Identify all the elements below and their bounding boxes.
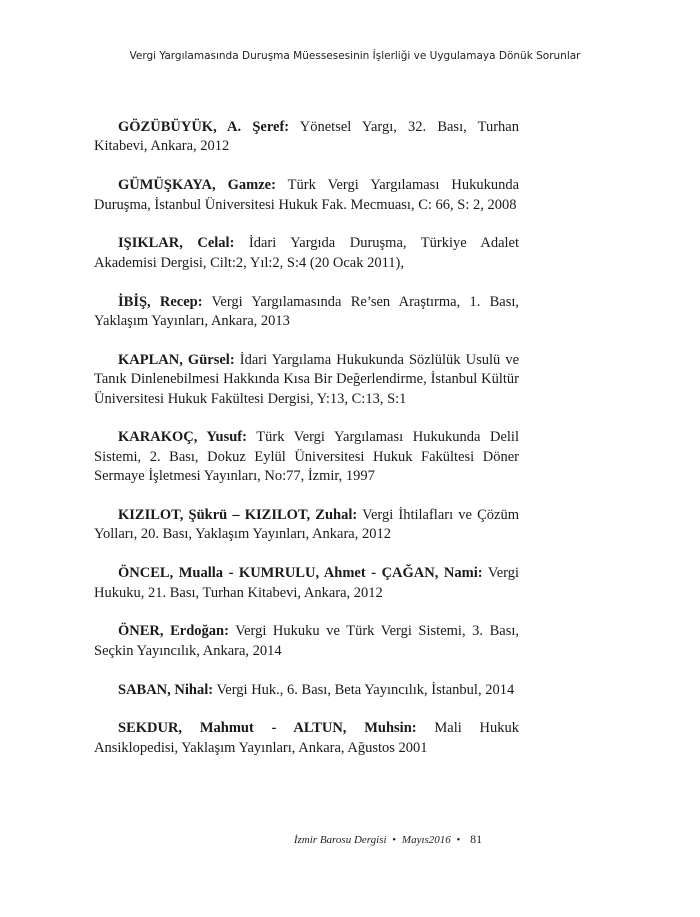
entry-text: Vergi Yargılamasında Re’sen Araştırma, 1. Bası, Yaklaşım Yayınları, Ankara, 2013 <box>94 293 519 330</box>
entry-text: Vergi Huk., 6. Bası, Beta Yayıncılık, İstanbul, 2014 <box>213 681 515 698</box>
page-footer <box>0 832 700 847</box>
entry-author: ÖNCEL, Mualla - KUMRULU, Ahmet - ÇAĞAN, Nami: <box>118 565 483 582</box>
running-header-title: Vergi Yargılamasında Duruşma Müessesesinin İşlerliği ve Uygulamaya Dönük Sorunlar <box>129 50 581 62</box>
bibliography-entry <box>94 719 519 758</box>
entry-text: Yönetsel Yargı, 32. Bası, Turhan Kitabevi, Ankara, 2012 <box>94 119 519 155</box>
entry-author: SABAN, Nihal: <box>118 681 214 698</box>
bibliography-entry <box>94 118 519 157</box>
entry-author: KIZILOT, Şükrü – KIZILOT, Zuhal: <box>118 507 358 524</box>
page-number: 81 <box>470 832 483 846</box>
entry-text: İdari Yargılama Hukukunda Sözlülük Usulü ve Tanık Dinlenebilmesi Hakkında Kısa Bir Değerlendirme, İstanbul Kültür Üniversitesi Hukuk Fakültesi Dergisi, Y:13, C:13, S:1 <box>94 351 520 407</box>
footer-bullet: • <box>456 834 461 846</box>
entry-author: IŞIKLAR, Celal: <box>118 235 235 252</box>
entry-text: Türk Vergi Yargılaması Hukukunda Delil Sistemi, 2. Bası, Dokuz Eylül Üniversitesi Hukuk Fakültesi Döner Sermaye İşletmesi Yayınları, No:77, İzmir, 1997 <box>94 429 519 485</box>
entry-text: Vergi Hukuku ve Türk Vergi Sistemi, 3. Bası, Seçkin Yayıncılık, Ankara, 2014 <box>94 623 519 659</box>
entry-text: İdari Yargıda Duruşma, Türkiye Adalet Akademisi Dergisi, Cilt:2, Yıl:2, S:4 (20 Ocak 2011), <box>94 235 519 271</box>
bibliography-entry <box>94 622 519 661</box>
entry-author: GÜMÜŞKAYA, Gamze: <box>118 177 276 194</box>
bibliography-entry <box>94 293 519 332</box>
bibliography-entry <box>94 351 519 409</box>
bibliography-entry <box>94 428 519 486</box>
entry-author: KAPLAN, Gürsel: <box>118 351 235 368</box>
bibliography-entry <box>94 234 519 273</box>
entry-author: SEKDUR, Mahmut - ALTUN, Muhsin: <box>118 720 417 737</box>
entry-author: İBİŞ, Recep: <box>118 293 203 310</box>
bibliography-entry <box>94 681 519 700</box>
bibliography-entry <box>94 564 519 603</box>
footer-issue: Mayıs2016 <box>401 834 451 846</box>
entry-author: KARAKOÇ, Yusuf: <box>118 429 247 446</box>
bibliography-entry <box>94 176 519 215</box>
bibliography-list <box>94 118 519 778</box>
entry-author: ÖNER, Erdoğan: <box>118 623 229 640</box>
entry-text: Türk Vergi Yargılaması Hukukunda Duruşma, İstanbul Üniversitesi Hukuk Fak. Mecmuası, C: 66, S: 2, 2008 <box>94 177 520 213</box>
entry-author: GÖZÜBÜYÜK, A. Şeref: <box>118 119 290 135</box>
entry-text: Vergi Hukuku, 21. Bası, Turhan Kitabevi, Ankara, 2012 <box>94 565 519 601</box>
entry-text: Mali Hukuk Ansiklopedisi, Yaklaşım Yayınları, Ankara, Ağustos 2001 <box>94 720 520 756</box>
footer-journal-name: İzmir Barosu Dergisi <box>293 834 387 846</box>
running-header <box>0 50 700 62</box>
footer-bullet: • <box>392 834 397 846</box>
bibliography-entry <box>94 506 519 545</box>
entry-text: Vergi İhtilafları ve Çözüm Yolları, 20. Bası, Yaklaşım Yayınları, Ankara, 2012 <box>94 507 519 543</box>
